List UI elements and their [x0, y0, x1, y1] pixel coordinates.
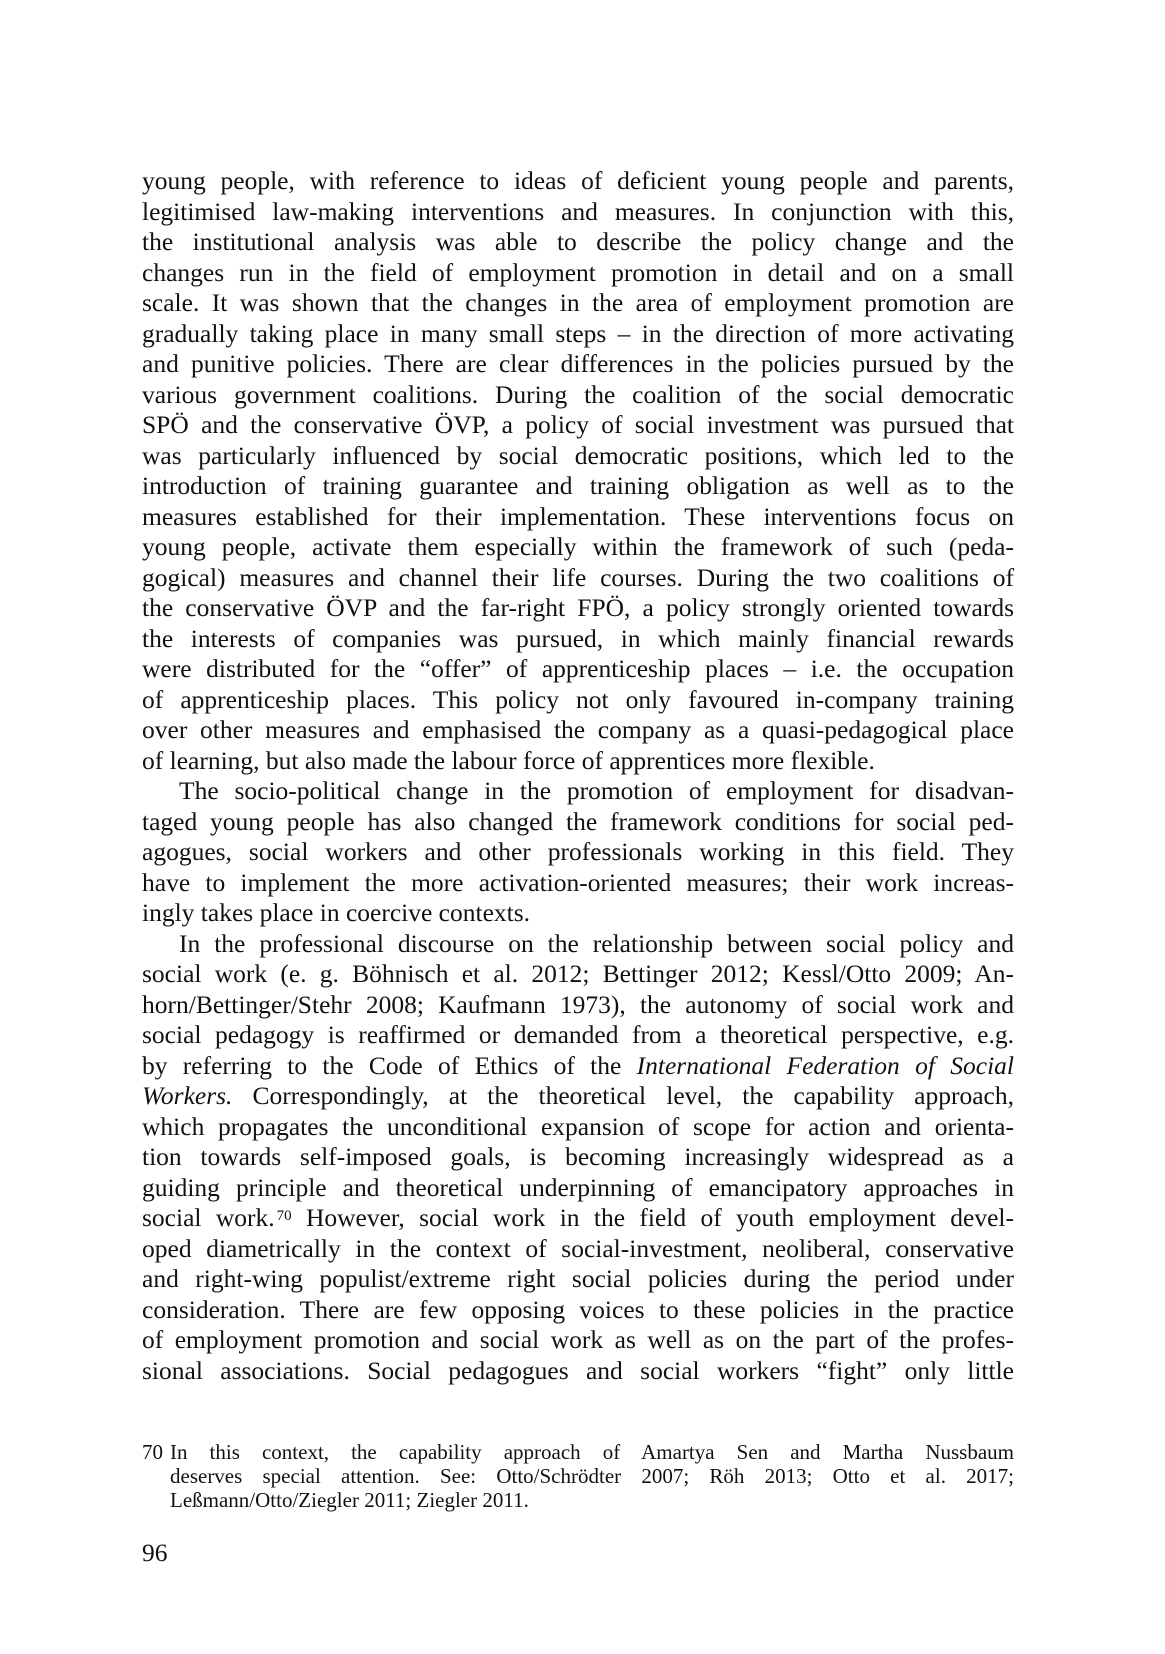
text-line: the institutional analysis was able to describe the policy change and the: [142, 227, 1014, 256]
text-line: [142, 1081, 1014, 1112]
body-text: [142, 166, 1014, 1386]
text-segment: by referring to the Code of Ethics of the: [142, 1050, 637, 1080]
text-line: sional associations. Social pedagogues and social workers “fight” only little: [142, 1355, 1014, 1385]
text-line: gradually taking place in many small steps – in the direction of more activating: [142, 318, 1014, 348]
text-line: consideration. There are few opposing voices to these policies in the practice: [142, 1294, 1014, 1324]
text-line: over other measures and emphasised the company as a quasi-pedagogical place: [142, 715, 1014, 744]
text-line: ingly takes place in coercive contexts.: [142, 898, 531, 927]
text-line: the interests of companies was pursued, in which mainly financial rewards: [142, 623, 1014, 653]
text-line: social pedagogy is reaffirmed or demanded from a theoretical perspective, e.g.: [142, 1020, 1014, 1049]
text-line: social work (e. g. Böhnisch et al. 2012; Bettinger 2012; Kessl/Otto 2009; An-: [142, 959, 1014, 988]
text-line: and punitive policies. There are clear differences in the policies pursued by the: [142, 349, 1014, 378]
text-line: taged young people has also changed the framework conditions for social ped-: [142, 806, 1014, 836]
text-line: of employment promotion and social work as well as on the part of the profes-: [142, 1325, 1014, 1354]
text-line: measures established for their implementation. These interventions focus on: [142, 501, 1014, 531]
italic-text: International Federation of Social: [636, 1050, 1014, 1080]
text-line: changes run in the field of employment promotion in detail and on a small: [142, 257, 1014, 287]
text-line: the conservative ÖVP and the far-right FPÖ, a policy strongly oriented towards: [142, 593, 1014, 622]
paragraph: [142, 929, 1014, 1387]
text-line: have to implement the more activation-oriented measures; their work increas-: [142, 867, 1014, 897]
text-line: oped diametrically in the context of social-investment, neoliberal, conservative: [142, 1233, 1014, 1263]
footnote-text: [170, 1440, 1014, 1512]
paragraph: [142, 166, 1014, 776]
text-line: legitimised law-making interventions and measures. In conjunction with this,: [142, 196, 1014, 226]
text-segment: Correspondingly, at the theoretical level, the capability approach,: [232, 1081, 1014, 1110]
text-line: scale. It was shown that the changes in the area of employment promotion are: [142, 288, 1014, 317]
text-line: In the professional discourse on the relationship between social policy and: [179, 928, 1014, 958]
text-line: and right-wing populist/extreme right social policies during the period under: [142, 1264, 1014, 1293]
text-line: were distributed for the “offer” of apprenticeship places – i.e. the occupation: [142, 654, 1014, 683]
text-line: In this context, the capability approach of Amartya Sen and Martha Nussbaum: [170, 1440, 1014, 1464]
text-line: of learning, but also made the labour force of apprentices more flexible.: [142, 745, 875, 775]
paragraph: [142, 776, 1014, 929]
text-line: which propagates the unconditional expansion of scope for action and orienta-: [142, 1111, 1014, 1141]
text-line: [142, 1051, 1014, 1082]
text-line: various government coalitions. During the coalition of the social democratic: [142, 379, 1014, 409]
text-line: introduction of training guarantee and training obligation as well as to the: [142, 471, 1014, 500]
text-line: SPÖ and the conservative ÖVP, a policy of social investment was pursued that: [142, 410, 1014, 439]
text-line: agogues, social workers and other professionals working in this field. They: [142, 837, 1014, 866]
text-line: The socio-political change in the promotion of employment for disadvan-: [179, 776, 1014, 805]
text-segment: social work.: [142, 1203, 275, 1232]
text-line: horn/Bettinger/Stehr 2008; Kaufmann 1973), the autonomy of social work and: [142, 989, 1014, 1019]
footnote-number: 70: [142, 1440, 163, 1464]
text-line: young people, activate them especially within the framework of such (peda-: [142, 532, 1014, 561]
italic-text: Workers.: [142, 1081, 233, 1110]
text-line: young people, with reference to ideas of deficient young people and parents,: [142, 166, 1014, 195]
text-line: of apprenticeship places. This policy not only favoured in-company training: [142, 684, 1014, 714]
text-line: gogical) measures and channel their life courses. During the two coalitions of: [142, 562, 1014, 592]
text-line: deserves special attention. See: Otto/Schrödter 2007; Röh 2013; Otto et al. 2017;: [170, 1464, 1014, 1488]
text-line: was particularly influenced by social democratic positions, which led to the: [142, 440, 1014, 470]
text-line: tion towards self-imposed goals, is becoming increasingly widespread as a: [142, 1142, 1014, 1171]
page-number: 96: [142, 1538, 168, 1567]
text-line: Leßmann/Otto/Ziegler 2011; Ziegler 2011.: [170, 1488, 529, 1512]
footnote-reference: 70: [276, 1208, 292, 1224]
text-line: guiding principle and theoretical underpinning of emancipatory approaches in: [142, 1172, 1014, 1202]
text-segment: However, social work in the field of youth employment devel-: [291, 1203, 1014, 1232]
text-line: [142, 1203, 1014, 1234]
